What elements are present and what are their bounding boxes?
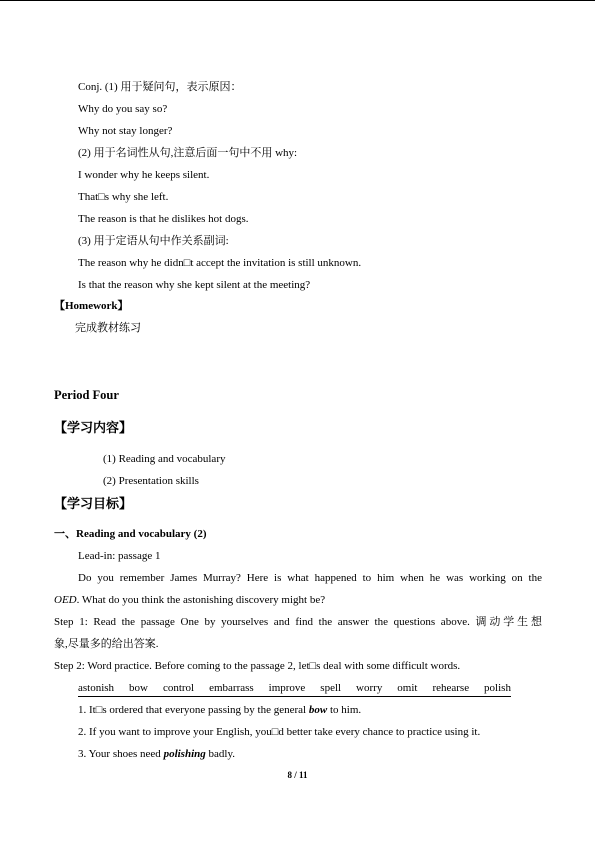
exercise-text: 3. Your shoes need: [78, 748, 164, 760]
step1-line: 象,尽量多的给出答案.: [54, 638, 159, 650]
word-item: worry: [356, 682, 383, 694]
exercise-2: 2. If you want to improve your English, you□d better take every chance to practice using it.: [78, 726, 481, 738]
paragraph-rest: . What do you think the astonishing discovery might be?: [76, 594, 326, 606]
oed-abbrev: OED: [54, 594, 77, 606]
exercise-3: [78, 748, 235, 761]
content-item: (2) Presentation skills: [103, 475, 199, 487]
step2-line: Step 2: Word practice. Before coming to the passage 2, let□s deal with some difficult words.: [54, 660, 461, 672]
conj-usage-1: Conj. (1) 用于疑问句，表示原因：: [78, 81, 242, 93]
example-line: Is that the reason why she kept silent at the meeting?: [78, 279, 311, 291]
content-heading: 【学习内容】: [54, 420, 133, 435]
word-item: bow: [129, 682, 148, 694]
example-line: Why do you say so?: [78, 103, 168, 115]
section-heading: 一、Reading and vocabulary (2): [54, 528, 207, 540]
word-list: [78, 682, 511, 697]
word-item: spell: [320, 682, 342, 694]
example-line: The reason is that he dislikes hot dogs.: [78, 213, 249, 225]
exercise-text: to him.: [327, 704, 362, 716]
word-item: improve: [268, 682, 306, 694]
conj-usage-3: (3) 用于定语从句中作关系副词:: [78, 235, 229, 247]
paragraph-line: Do you remember James Murray? Here is what happened to him when he was working on the: [78, 572, 542, 584]
example-line: That□s why she left.: [78, 191, 169, 203]
exercise-text: 1. It□s ordered that everyone passing by the general: [78, 704, 309, 716]
example-line: The reason why he didn□t accept the invitation is still unknown.: [78, 257, 362, 269]
step1-line: Step 1: Read the passage One by yourselves and find the answer the questions above. 调动学生想: [54, 616, 542, 628]
word-item: astonish: [78, 682, 115, 694]
word-item: control: [162, 682, 195, 694]
homework-heading: 【Homework】: [54, 300, 129, 312]
content-item: (1) Reading and vocabulary: [103, 453, 226, 465]
exercise-1: [78, 704, 361, 717]
word-item: embarrass: [209, 682, 254, 694]
paragraph-line: [54, 594, 325, 607]
conj-usage-2: (2) 用于名词性从句,注意后面一句中不用 why:: [78, 147, 298, 159]
word-item: polish: [484, 682, 511, 694]
page-number: 8 / 11: [287, 770, 308, 780]
word-item: omit: [397, 682, 418, 694]
goals-heading: 【学习目标】: [54, 496, 133, 511]
key-word: bow: [308, 704, 328, 716]
homework-text: 完成教材练习: [75, 322, 141, 334]
example-line: Why not stay longer?: [78, 125, 173, 137]
word-item: rehearse: [432, 682, 470, 694]
example-line: I wonder why he keeps silent.: [78, 169, 210, 181]
period-title: Period Four: [54, 388, 119, 402]
leadin-label: Lead-in: passage 1: [78, 550, 161, 562]
exercise-text: badly.: [205, 748, 235, 760]
key-word: polishing: [163, 748, 206, 760]
top-rule: [0, 0, 595, 1]
